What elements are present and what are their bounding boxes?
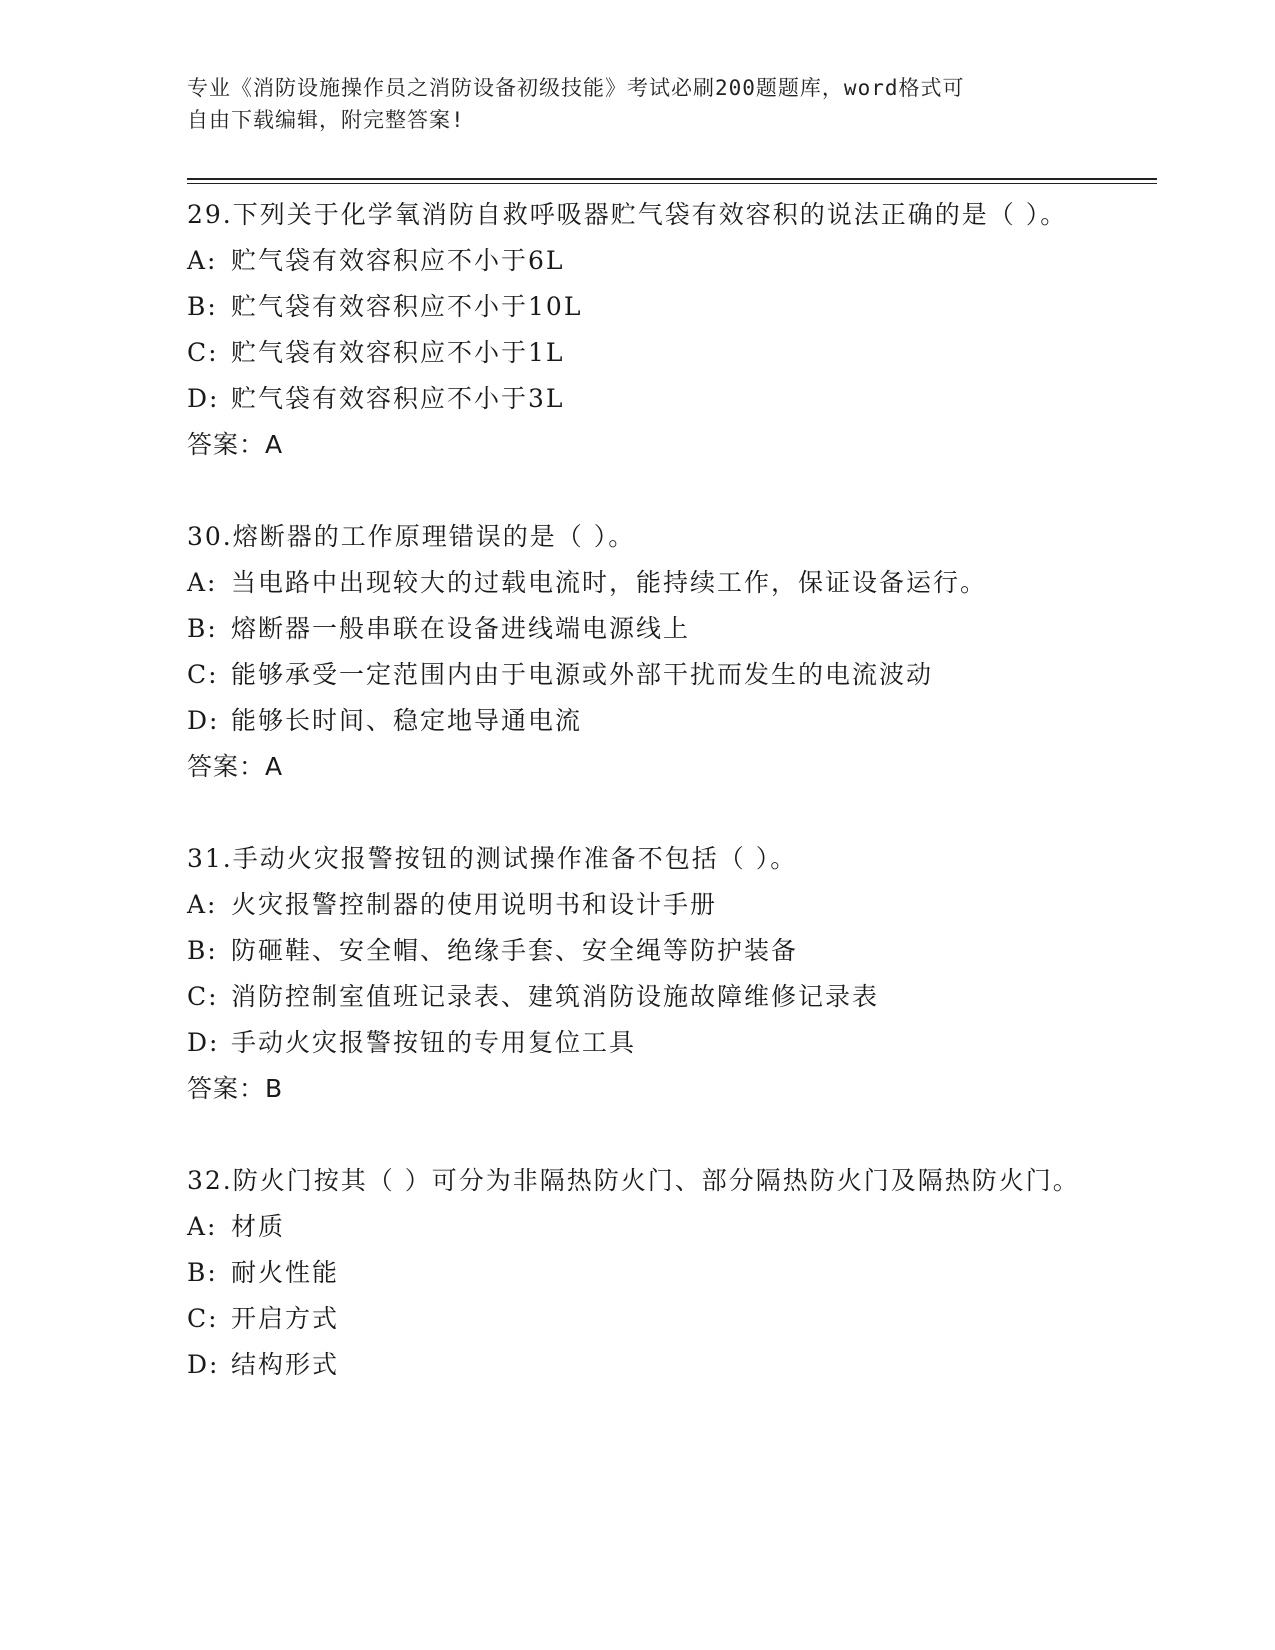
question-29	[187, 192, 1087, 468]
option-d	[187, 698, 1087, 744]
option-key: D:	[187, 706, 220, 735]
option-key: C:	[187, 1304, 219, 1333]
option-text: 熔断器一般串联在设备进线端电源线上	[231, 614, 691, 643]
option-d	[187, 1020, 1087, 1066]
option-a	[187, 882, 1087, 928]
option-b	[187, 1250, 1087, 1296]
option-c	[187, 652, 1087, 698]
answer: 答案：A	[187, 430, 284, 459]
header-line-2: 自由下载编辑，附完整答案!	[187, 108, 465, 132]
option-c	[187, 1296, 1087, 1342]
option-a	[187, 1204, 1087, 1250]
option-b	[187, 928, 1087, 974]
option-key: B:	[187, 1258, 218, 1287]
question-32	[187, 1158, 1087, 1388]
option-key: D:	[187, 1028, 220, 1057]
option-b	[187, 284, 1087, 330]
answer: 答案：A	[187, 752, 284, 781]
option-text: 手动火灾报警按钮的专用复位工具	[231, 1028, 637, 1057]
option-text: 能够承受一定范围内由于电源或外部干扰而发生的电流波动	[231, 660, 934, 689]
option-key: A:	[187, 246, 218, 275]
option-text: 耐火性能	[231, 1258, 340, 1287]
option-key: C:	[187, 338, 219, 367]
option-key: D:	[187, 1350, 220, 1379]
document-header	[187, 72, 1067, 136]
option-text: 结构形式	[231, 1350, 340, 1379]
option-text: 贮气袋有效容积应不小于1L	[231, 338, 565, 367]
option-d	[187, 1342, 1087, 1388]
option-text: 消防控制室值班记录表、建筑消防设施故障维修记录表	[231, 982, 880, 1011]
question-text: 29.下列关于化学氧消防自救呼吸器贮气袋有效容积的说法正确的是（ ）。	[187, 200, 1068, 229]
question-30	[187, 514, 1087, 790]
option-key: B:	[187, 292, 218, 321]
option-a	[187, 238, 1087, 284]
question-31	[187, 836, 1087, 1112]
option-text: 火灾报警控制器的使用说明书和设计手册	[231, 890, 718, 919]
option-text: 贮气袋有效容积应不小于3L	[231, 384, 565, 413]
question-list	[187, 192, 1087, 1434]
answer: 答案：B	[187, 1074, 284, 1103]
option-key: A:	[187, 1212, 218, 1241]
option-text: 防砸鞋、安全帽、绝缘手套、安全绳等防护装备	[231, 936, 799, 965]
option-c	[187, 974, 1087, 1020]
option-key: B:	[187, 936, 218, 965]
option-text: 开启方式	[231, 1304, 340, 1333]
option-text: 贮气袋有效容积应不小于6L	[231, 246, 565, 275]
option-b	[187, 606, 1087, 652]
question-text: 30.熔断器的工作原理错误的是（ ）。	[187, 522, 636, 551]
question-text: 31.手动火灾报警按钮的测试操作准备不包括（ ）。	[187, 844, 798, 873]
header-line-1: 专业《消防设施操作员之消防设备初级技能》考试必刷200题题库，word格式可	[187, 76, 965, 100]
option-text: 贮气袋有效容积应不小于10L	[231, 292, 583, 321]
option-a	[187, 560, 1087, 606]
option-key: A:	[187, 568, 218, 597]
option-text: 能够长时间、稳定地导通电流	[231, 706, 583, 735]
option-c	[187, 330, 1087, 376]
option-key: C:	[187, 660, 219, 689]
option-key: A:	[187, 890, 218, 919]
header-divider	[187, 178, 1157, 184]
option-key: C:	[187, 982, 219, 1011]
option-text: 当电路中出现较大的过载电流时，能持续工作，保证设备运行。	[231, 568, 988, 597]
option-d	[187, 376, 1087, 422]
question-text: 32.防火门按其（ ）可分为非隔热防火门、部分隔热防火门及隔热防火门。	[187, 1166, 1080, 1195]
option-text: 材质	[231, 1212, 286, 1241]
option-key: B:	[187, 614, 218, 643]
option-key: D:	[187, 384, 220, 413]
